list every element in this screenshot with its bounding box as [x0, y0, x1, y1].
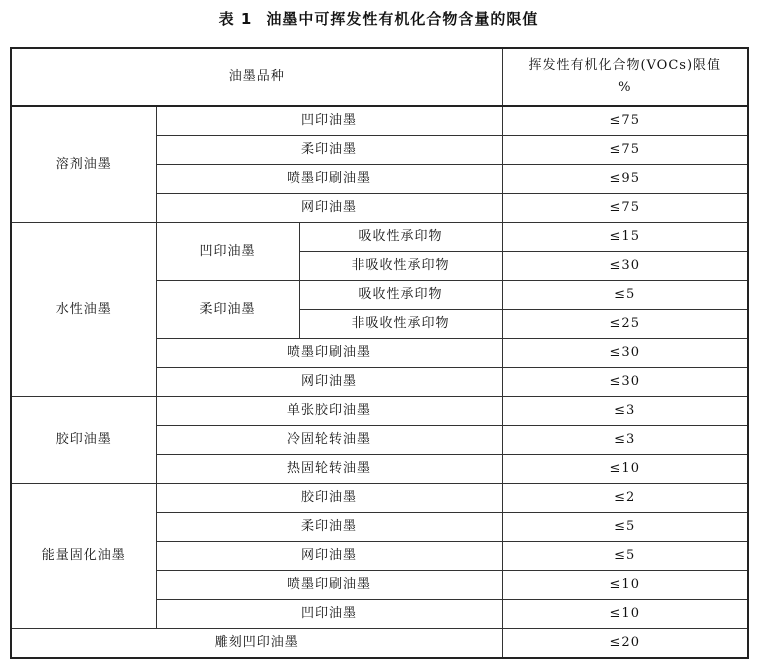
- item-cell: 柔印油墨: [156, 136, 502, 165]
- table-title: 油墨中可挥发性有机化合物含量的限值: [266, 10, 539, 28]
- limit-cell: ≤30: [502, 339, 748, 368]
- header-limit-line1: 挥发性有机化合物(VOCs)限值: [528, 58, 722, 73]
- table-row: [11, 397, 748, 426]
- subgroup-name-gravure: 凹印油墨: [156, 223, 299, 281]
- limit-cell: ≤30: [502, 252, 748, 281]
- limit-cell: ≤10: [502, 571, 748, 600]
- group-name-solvent: 溶剂油墨: [11, 106, 156, 223]
- item-cell: 非吸收性承印物: [299, 252, 502, 281]
- group-name-offset: 胶印油墨: [11, 397, 156, 484]
- item-cell: 非吸收性承印物: [299, 310, 502, 339]
- table-row: [11, 223, 748, 252]
- group-name-energy-cured: 能量固化油墨: [11, 484, 156, 629]
- limit-cell: ≤5: [502, 281, 748, 310]
- item-cell: 喷墨印刷油墨: [156, 165, 502, 194]
- limit-cell: ≤5: [502, 513, 748, 542]
- limit-cell: ≤5: [502, 542, 748, 571]
- item-cell: 吸收性承印物: [299, 223, 502, 252]
- item-cell: 吸收性承印物: [299, 281, 502, 310]
- table-row: [11, 106, 748, 136]
- limit-cell: ≤2: [502, 484, 748, 513]
- table-header-row: [11, 48, 748, 106]
- item-cell: 喷墨印刷油墨: [156, 339, 502, 368]
- table-number: 表 1: [218, 10, 253, 28]
- item-cell: 凹印油墨: [156, 106, 502, 136]
- limit-cell: ≤30: [502, 368, 748, 397]
- item-cell: 凹印油墨: [156, 600, 502, 629]
- item-cell: 网印油墨: [156, 542, 502, 571]
- table-caption: [0, 8, 757, 29]
- limit-cell: ≤10: [502, 455, 748, 484]
- limit-cell: ≤3: [502, 397, 748, 426]
- item-cell: 网印油墨: [156, 194, 502, 223]
- limit-cell: ≤3: [502, 426, 748, 455]
- header-limit-unit: %: [618, 80, 632, 95]
- voc-limit-table: [10, 47, 749, 659]
- item-cell: 冷固轮转油墨: [156, 426, 502, 455]
- item-cell: 单张胶印油墨: [156, 397, 502, 426]
- limit-cell: ≤10: [502, 600, 748, 629]
- limit-cell: ≤25: [502, 310, 748, 339]
- item-cell: 柔印油墨: [156, 513, 502, 542]
- table-row: [11, 484, 748, 513]
- item-cell: 网印油墨: [156, 368, 502, 397]
- limit-cell: ≤15: [502, 223, 748, 252]
- item-cell: 喷墨印刷油墨: [156, 571, 502, 600]
- limit-cell: ≤75: [502, 194, 748, 223]
- table-row: [11, 629, 748, 659]
- limit-cell: ≤95: [502, 165, 748, 194]
- limit-cell: ≤20: [502, 629, 748, 659]
- subgroup-name-flexo: 柔印油墨: [156, 281, 299, 339]
- group-name-intaglio: 雕刻凹印油墨: [11, 629, 502, 659]
- group-name-water: 水性油墨: [11, 223, 156, 397]
- limit-cell: ≤75: [502, 106, 748, 136]
- limit-cell: ≤75: [502, 136, 748, 165]
- header-limit: [502, 48, 748, 106]
- item-cell: 热固轮转油墨: [156, 455, 502, 484]
- item-cell: 胶印油墨: [156, 484, 502, 513]
- header-category: 油墨品种: [11, 48, 502, 106]
